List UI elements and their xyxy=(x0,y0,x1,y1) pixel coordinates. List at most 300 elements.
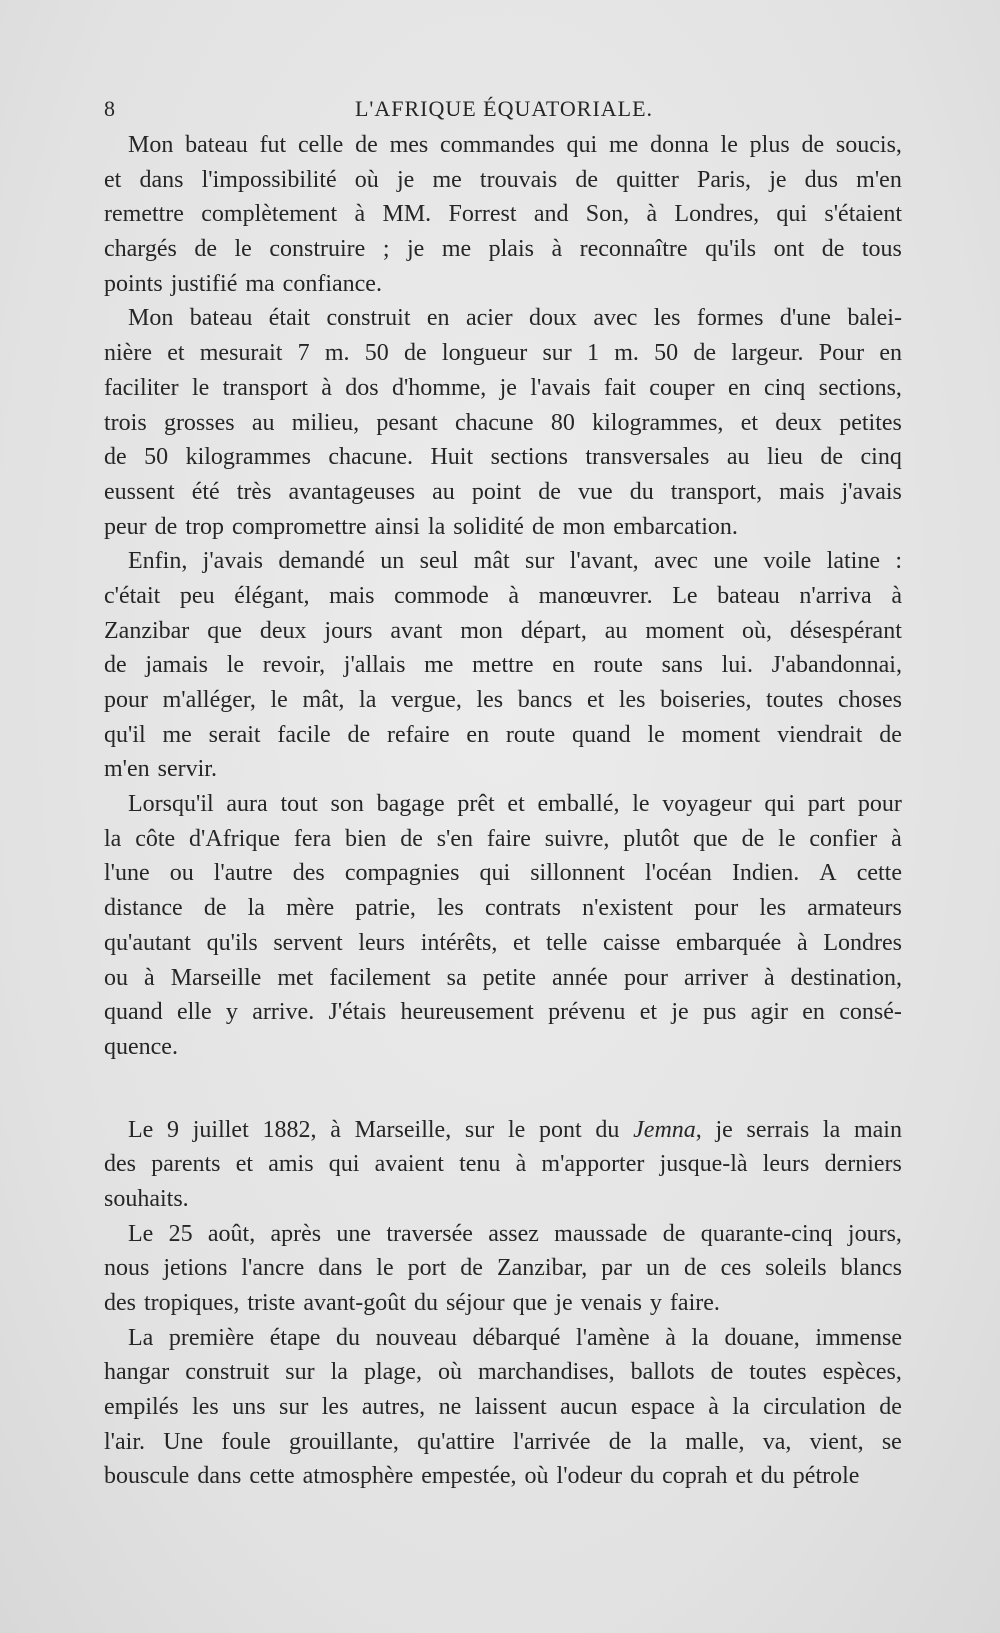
word: trouvais xyxy=(479,166,558,193)
word: destination, xyxy=(790,964,902,991)
word: les xyxy=(437,895,464,922)
word: 7 xyxy=(297,340,310,367)
word: sur xyxy=(278,1394,309,1421)
word: à xyxy=(354,201,366,228)
word: Lorsqu'il xyxy=(128,791,214,818)
word: en xyxy=(466,721,490,748)
word: toutes xyxy=(766,687,824,713)
word: and xyxy=(533,201,569,228)
text-line xyxy=(104,1355,902,1390)
word: deux xyxy=(775,409,822,436)
word: l'avant, xyxy=(569,548,639,575)
word: au xyxy=(251,409,275,436)
word: couper xyxy=(649,374,715,401)
word: me xyxy=(424,652,454,679)
word: leurs xyxy=(358,929,405,956)
text-line xyxy=(104,856,902,891)
word: seul xyxy=(419,548,459,575)
word: assez xyxy=(488,1220,539,1247)
word: ballots xyxy=(630,1359,695,1386)
page-header-title: L'AFRIQUE ÉQUATORIALE. xyxy=(354,96,654,121)
word: du xyxy=(336,1324,360,1351)
word: jusque-là xyxy=(659,1151,748,1178)
word: blancs xyxy=(840,1255,902,1282)
word: choses xyxy=(837,687,902,713)
word: à xyxy=(763,964,775,991)
word: le xyxy=(632,791,650,818)
word: d'une xyxy=(779,305,831,332)
word: au xyxy=(604,617,628,644)
word: solidité xyxy=(453,513,524,540)
text-line xyxy=(104,683,902,718)
word: Une xyxy=(163,1428,204,1455)
word: Le xyxy=(128,1220,154,1247)
word: et xyxy=(513,929,531,956)
word: me xyxy=(432,166,462,193)
word: y xyxy=(649,1290,662,1316)
word: pont xyxy=(539,1116,582,1143)
word: mât, xyxy=(302,687,345,713)
text-line xyxy=(104,822,902,857)
word: je xyxy=(406,236,425,263)
word: et xyxy=(740,409,759,436)
word: peur xyxy=(104,513,147,540)
word: telle xyxy=(546,929,588,956)
word: le xyxy=(226,652,245,679)
word: Mon xyxy=(128,132,174,158)
word: vergue, xyxy=(390,687,462,713)
word: en xyxy=(552,652,575,679)
word: latine xyxy=(826,548,880,575)
word: quand xyxy=(104,999,163,1026)
word: port xyxy=(407,1255,447,1282)
word: empestée, xyxy=(421,1463,517,1490)
word: mais xyxy=(779,478,825,505)
word: en xyxy=(426,305,450,332)
word: l'odeur xyxy=(556,1463,623,1490)
word: circulation xyxy=(763,1394,866,1421)
word: Le xyxy=(128,1116,154,1143)
word: jours, xyxy=(847,1220,902,1247)
word: voile xyxy=(763,548,812,575)
word: avant-goût xyxy=(303,1290,406,1316)
word: viendrait xyxy=(777,721,863,748)
page-number: 8 xyxy=(104,96,116,121)
text-line xyxy=(104,371,902,406)
text-line xyxy=(104,787,902,822)
word: eussent xyxy=(104,478,175,505)
word: 1 xyxy=(587,340,600,367)
text-line xyxy=(104,1113,902,1148)
word: j'avais xyxy=(202,548,263,575)
word: 50 xyxy=(144,444,169,471)
word: de xyxy=(203,895,227,922)
word: n'existent xyxy=(582,895,674,922)
word: transport xyxy=(222,374,308,401)
word: route xyxy=(593,652,643,679)
text-line xyxy=(104,1286,902,1321)
word: tenu xyxy=(459,1151,501,1178)
text-line xyxy=(104,510,902,545)
word: la xyxy=(104,825,122,852)
word: de xyxy=(460,1255,483,1282)
word: complètement xyxy=(201,201,338,228)
word: de xyxy=(538,478,561,505)
word: confier xyxy=(809,825,878,852)
word: ou xyxy=(169,860,194,887)
word: laissent xyxy=(474,1394,547,1421)
word: de xyxy=(741,825,765,852)
word: l'océan xyxy=(644,860,712,887)
word: vue xyxy=(578,478,613,505)
word: pesant xyxy=(376,409,438,436)
word: à xyxy=(144,964,155,991)
word: sillonnent xyxy=(530,860,625,887)
word: avant xyxy=(390,617,443,644)
word: La xyxy=(128,1324,154,1351)
word: Pour xyxy=(818,340,865,367)
word: facile xyxy=(277,721,331,748)
word: fera xyxy=(293,825,332,852)
word: avec xyxy=(593,305,638,332)
word: l'ancre xyxy=(241,1255,305,1282)
word: ces xyxy=(720,1255,752,1282)
word: nière xyxy=(104,340,152,367)
word: acier xyxy=(465,305,513,332)
word: bateau xyxy=(189,305,253,332)
word: faciliter xyxy=(104,374,179,401)
text-line xyxy=(104,128,902,163)
word: qu'ils xyxy=(206,929,258,956)
word: confiance. xyxy=(282,270,382,297)
word: quarante-cinq xyxy=(700,1220,833,1247)
word: ainsi xyxy=(374,513,420,540)
word: côte xyxy=(135,825,176,852)
word: commandes xyxy=(440,132,555,158)
word: immense xyxy=(815,1324,902,1351)
paragraph xyxy=(104,1217,902,1321)
paragraph xyxy=(104,1321,902,1494)
word: où xyxy=(437,1359,462,1386)
word: deux xyxy=(259,617,307,644)
word: la xyxy=(247,895,265,922)
word: l'air. xyxy=(104,1428,145,1455)
word: soucis, xyxy=(835,132,902,158)
word: venais xyxy=(580,1290,642,1316)
word: kilogrammes, xyxy=(592,409,724,436)
word: transversales xyxy=(585,444,710,471)
word: sans xyxy=(661,652,703,679)
word: et xyxy=(735,1463,753,1490)
word: pour xyxy=(623,964,668,991)
word: hangar xyxy=(104,1359,170,1386)
word: dos xyxy=(345,374,379,401)
word: à xyxy=(551,236,563,263)
word: la xyxy=(649,1428,667,1455)
word: quitter xyxy=(616,166,679,193)
word: ou xyxy=(104,964,128,991)
word: de xyxy=(194,236,218,263)
word: de xyxy=(820,444,844,471)
word: cinq xyxy=(763,374,806,401)
word: boiseries, xyxy=(660,687,752,713)
word: d'homme, xyxy=(391,374,487,401)
word: de xyxy=(154,513,178,540)
word: août, xyxy=(207,1220,256,1247)
word: de xyxy=(531,513,555,540)
word: qui xyxy=(776,201,808,228)
word: étape xyxy=(269,1324,321,1351)
word: qu'il xyxy=(104,721,146,748)
word: désespérant xyxy=(789,617,902,644)
word: en xyxy=(802,999,825,1026)
word: me xyxy=(441,236,472,263)
word: 50 xyxy=(654,340,679,367)
word: largeur. xyxy=(731,340,804,367)
word: avaient xyxy=(374,1151,444,1178)
word: mon xyxy=(562,513,606,540)
word: élégant, xyxy=(234,582,310,609)
word: me xyxy=(162,721,192,748)
word: caisse xyxy=(603,929,661,956)
word: point xyxy=(471,478,522,505)
word: longueur xyxy=(441,340,528,367)
word: je xyxy=(769,166,787,193)
word: du xyxy=(629,478,654,505)
word: je xyxy=(671,999,689,1026)
word: m. xyxy=(614,340,639,367)
word: je xyxy=(499,374,517,401)
word: arriver xyxy=(684,964,748,991)
word: petite xyxy=(482,964,536,991)
word: Londres xyxy=(823,929,902,956)
word: été xyxy=(191,478,220,505)
word: et xyxy=(104,166,122,193)
word: grosses xyxy=(163,409,235,436)
word: embarcation. xyxy=(613,513,738,540)
word: m'apporter xyxy=(541,1151,645,1178)
word: plais xyxy=(488,236,534,263)
word: leurs xyxy=(762,1151,810,1178)
word: peu xyxy=(179,582,215,609)
text-line xyxy=(104,961,902,996)
word: première xyxy=(168,1324,255,1351)
word: agir xyxy=(750,999,788,1026)
word: était xyxy=(268,305,311,332)
word: les xyxy=(476,687,504,713)
word: voyageur xyxy=(662,791,752,818)
word: suivre, xyxy=(544,825,610,852)
word: et xyxy=(639,999,658,1026)
word: serait xyxy=(208,721,261,748)
word: manœuvrer. xyxy=(538,582,653,609)
word: à xyxy=(646,201,658,228)
word: demandé xyxy=(278,548,365,575)
word: et xyxy=(507,791,525,818)
word: marchandises, xyxy=(477,1359,615,1386)
word: juillet xyxy=(192,1116,249,1143)
text-line xyxy=(104,579,902,614)
word: bateau xyxy=(185,132,248,158)
word: Jemna, xyxy=(633,1116,702,1143)
word: : xyxy=(895,548,902,575)
paragraph xyxy=(104,787,902,1065)
word: où xyxy=(354,166,379,193)
word: le xyxy=(270,687,288,713)
word: cette xyxy=(249,1463,295,1490)
word: je xyxy=(555,1290,573,1316)
word: nous xyxy=(104,1255,150,1282)
word: m'en xyxy=(104,756,150,783)
word: m. xyxy=(324,340,350,367)
word: des xyxy=(292,860,325,887)
text-line xyxy=(104,1425,902,1460)
word: le xyxy=(376,1255,394,1282)
word: les xyxy=(759,895,787,922)
word: mais xyxy=(329,582,375,609)
word: qui xyxy=(566,132,598,158)
word: l'autre xyxy=(213,860,273,887)
word: se xyxy=(881,1428,902,1455)
word: servir. xyxy=(157,756,217,783)
word: pétrole xyxy=(792,1463,860,1490)
word: un xyxy=(645,1255,670,1282)
word: Huit xyxy=(430,444,474,471)
text-line xyxy=(104,1217,902,1252)
word: au xyxy=(726,444,750,471)
word: s'étaient xyxy=(824,201,902,228)
word: prêt xyxy=(457,791,495,818)
word: 50 xyxy=(364,340,389,367)
word: son xyxy=(330,791,364,818)
word: aucun xyxy=(560,1394,618,1421)
word: arrive. xyxy=(252,999,315,1026)
word: ont xyxy=(773,236,805,263)
text-line xyxy=(104,614,902,649)
word: amis xyxy=(268,1151,314,1178)
word: mât xyxy=(473,548,510,575)
word: fut xyxy=(259,132,287,158)
word: le xyxy=(647,721,665,748)
word: mes xyxy=(389,132,429,158)
word: plutôt xyxy=(623,825,680,852)
word: où, xyxy=(741,617,772,644)
word: de xyxy=(347,721,371,748)
word: de xyxy=(400,825,423,852)
word: patrie, xyxy=(355,895,416,922)
word: du xyxy=(413,1290,438,1316)
word: que xyxy=(207,617,242,644)
word: de xyxy=(683,1255,707,1282)
word: malle, xyxy=(685,1428,745,1455)
word: Zanzibar, xyxy=(496,1255,588,1282)
word: les xyxy=(321,1394,349,1421)
word: les xyxy=(653,305,681,332)
word: du xyxy=(630,1463,655,1490)
word: les xyxy=(618,687,646,713)
word: la xyxy=(732,1394,750,1421)
word: du xyxy=(595,1116,620,1143)
text-line xyxy=(104,301,902,336)
text-line xyxy=(104,891,902,926)
word: dans xyxy=(197,1463,242,1490)
word: j'allais xyxy=(343,652,406,679)
word: bagage xyxy=(376,791,445,818)
word: de xyxy=(821,236,845,263)
word: sur xyxy=(464,1116,495,1143)
word: de xyxy=(104,652,127,679)
text-line xyxy=(104,440,902,475)
word: soleils xyxy=(765,1255,827,1282)
word: sur xyxy=(525,548,555,575)
word: armateurs xyxy=(807,895,902,922)
word: empilés xyxy=(104,1394,179,1421)
word: donna xyxy=(650,132,709,158)
word: va, xyxy=(762,1428,792,1455)
word: construit xyxy=(326,305,411,332)
word: s'en xyxy=(436,825,474,852)
word: bien xyxy=(345,825,387,852)
word: 80 xyxy=(550,409,575,436)
word: doux xyxy=(529,305,577,332)
word: d'Afrique xyxy=(189,825,280,852)
word: me xyxy=(608,132,639,158)
word: pour xyxy=(694,895,739,922)
word: toutes xyxy=(749,1359,807,1386)
word: 25 xyxy=(168,1220,193,1247)
word: et xyxy=(586,687,605,713)
word: souhaits. xyxy=(104,1185,189,1212)
word: justifié xyxy=(170,270,238,297)
text-line xyxy=(104,995,902,1030)
word: Indien. xyxy=(731,860,800,887)
word: consé- xyxy=(839,999,902,1026)
word: je xyxy=(715,1116,733,1143)
word: qui xyxy=(764,791,796,818)
word: plus xyxy=(749,132,790,158)
word: part xyxy=(807,791,846,818)
word: après xyxy=(270,1220,322,1247)
word: de xyxy=(662,1220,686,1247)
word: J'étais xyxy=(328,999,387,1026)
word: à xyxy=(321,374,332,401)
word: mesurait xyxy=(199,340,283,367)
word: moment xyxy=(645,617,725,644)
word: séjour xyxy=(445,1290,505,1316)
word: chacune xyxy=(454,409,534,436)
word: le xyxy=(778,825,796,852)
word: au xyxy=(432,478,455,505)
word: débarqué xyxy=(472,1324,561,1351)
word: construire xyxy=(269,236,366,263)
word: m'alléger, xyxy=(162,687,256,713)
word: et xyxy=(167,340,185,367)
word: main xyxy=(853,1116,902,1143)
word: pour xyxy=(857,791,902,818)
word: avec xyxy=(654,548,698,575)
word: 9 xyxy=(167,1116,180,1143)
word: maussade xyxy=(554,1220,648,1247)
word: bancs xyxy=(517,687,573,713)
word: à xyxy=(665,1324,676,1351)
word: Marseille xyxy=(170,964,262,991)
paragraph xyxy=(104,301,902,544)
word: sections xyxy=(490,444,568,471)
word: heureusement xyxy=(400,999,534,1026)
word: très xyxy=(236,478,272,505)
text-line xyxy=(104,336,902,371)
word: prévenu xyxy=(548,999,626,1026)
